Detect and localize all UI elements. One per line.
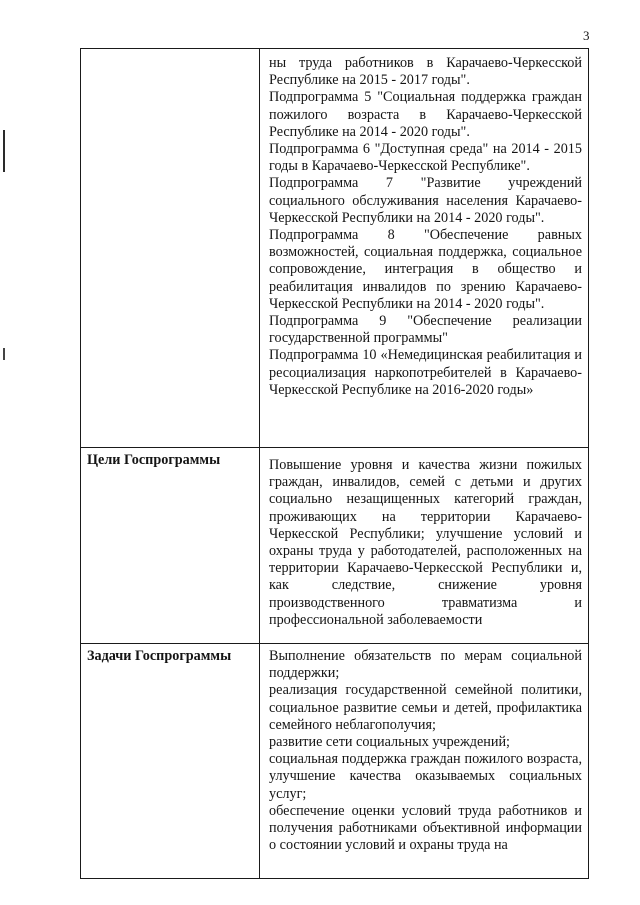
binding-mark-small [3, 348, 5, 360]
paragraph: Подпрограмма 10 «Немедицинская реабилитация и ресоциализация наркопотребителей в Карачаево-Черкесской Республике на 2016-2020 годы» [269, 347, 582, 398]
paragraph: Подпрограмма 9 "Обеспечение реализации государственной программы" [269, 313, 582, 347]
row-content [260, 644, 589, 879]
paragraph: социальная поддержка граждан пожилого возраста, улучшение качества оказываемых социальных услуг; [269, 751, 582, 802]
row-content [260, 448, 589, 644]
paragraph: Подпрограмма 8 "Обеспечение равных возможностей, социальная поддержка, социальное сопровождение, интеграция в общество и реабилитация инвалидов по зрению Карачаево-Черкесской Республики на 2014 - 2020 годы". [269, 227, 582, 312]
row-label-goals: Цели Госпрограммы [81, 448, 260, 644]
paragraph: обеспечение оценки условий труда работников и получения работниками объективной информации о состоянии условий и охраны труда на [269, 802, 582, 854]
paragraph: Повышение уровня и качества жизни пожилых граждан, инвалидов, семей с детьми и других социально незащищенных категорий граждан, проживающих на территории Карачаево-Черкесской Республики; улучшение условий и охраны труда у работодателей, расположенных на территории Карачаево-Черкесской Республики и, как следствие, снижение уровня производственного травматизма и профессиональной заболеваемости [269, 457, 582, 628]
paragraph: Подпрограмма 5 "Социальная поддержка граждан пожилого возраста в Карачаево-Черкесской Республике на 2014 - 2020 годы". [269, 89, 582, 140]
table-row [81, 644, 589, 879]
row-label-tasks: Задачи Госпрограммы [81, 644, 260, 879]
binding-mark [3, 130, 5, 172]
program-passport-table [80, 48, 589, 879]
paragraph: ны труда работников в Карачаево-Черкесской Республике на 2015 - 2017 годы". [269, 55, 582, 89]
paragraph: реализация государственной семейной политики, социальное развитие семьи и детей, профилактика семейного неблагополучия; [269, 682, 582, 733]
table-row [81, 49, 589, 448]
paragraph: Подпрограмма 6 "Доступная среда" на 2014 - 2015 годы в Карачаево-Черкесской Республике". [269, 141, 582, 175]
row-label [81, 49, 260, 448]
row-content [260, 49, 589, 448]
paragraph: развитие сети социальных учреждений; [269, 734, 511, 751]
paragraph: Выполнение обязательств по мерам социальной поддержки; [269, 648, 582, 682]
page-number: 3 [583, 28, 590, 43]
paragraph: Подпрограмма 7 "Развитие учреждений социального обслуживания населения Карачаево-Черкесской Республики на 2014 - 2020 годы". [269, 175, 582, 226]
table-row [81, 448, 589, 644]
